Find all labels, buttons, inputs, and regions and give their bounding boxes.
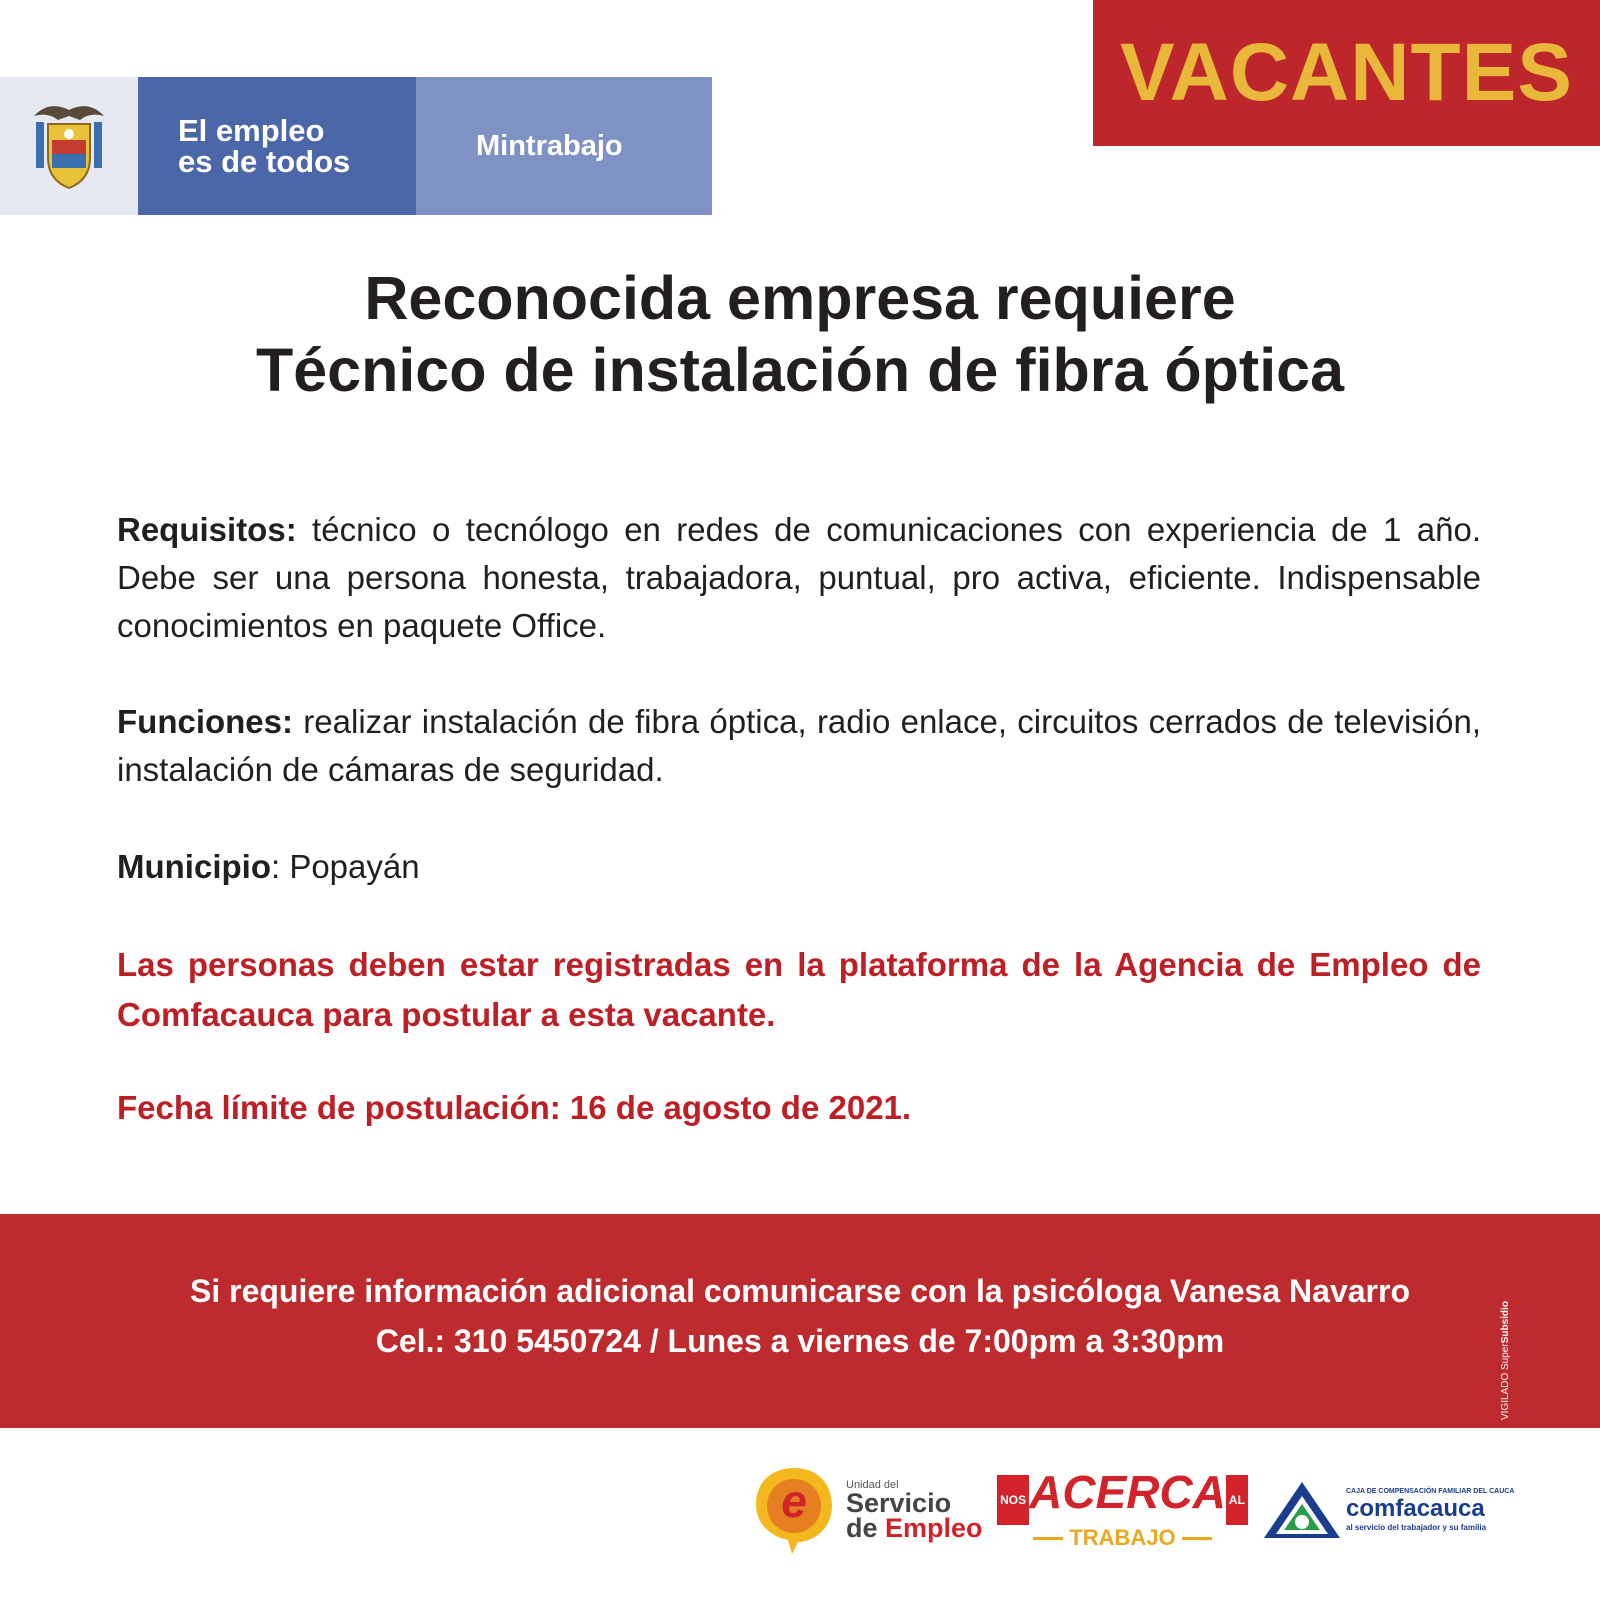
ministry-label: Mintrabajo [476,129,623,162]
contact-line-2: Cel.: 310 5450724 / Lunes a viernes de 7:00pm a 3:30pm [375,1323,1225,1359]
servicio-line-2 [846,1513,983,1543]
servicio-de: de [846,1513,886,1543]
acerca-al: AL [1226,1475,1248,1525]
contact-line-1: Si requiere información adicional comunicarse con la psicóloga Vanesa Navarro [190,1273,1410,1309]
requisitos-label: Requisitos: [117,511,297,548]
headline-line-1: Reconocida empresa requiere [364,264,1236,332]
servicio-empleo-word: Empleo [885,1513,983,1543]
headline [0,262,1600,406]
acerca-line-right [1182,1537,1212,1540]
servicio-small-label: Unidad del [846,1479,899,1491]
servicio-empleo-wordmark [846,1479,983,1541]
servicio-empleo-icon [752,1464,836,1556]
vigilado-brand: Subsidio [1500,1301,1511,1344]
comfacauca-wordmark [1346,1488,1514,1532]
funciones-paragraph [117,698,1481,794]
comfacauca-tagline: al servicio del trabajador y su familia [1346,1523,1487,1532]
funciones-text: realizar instalación de fibra óptica, radio enlace, circuitos cerrados de televisión, instalación de cámaras de seguridad. [117,703,1481,788]
contact-info [0,1266,1600,1366]
municipio-paragraph [117,843,1481,891]
vigilado-supersubsidio-mark [1500,1301,1511,1420]
servicio-empleo-logo [752,1455,1002,1565]
servicio-line-1: Servicio [846,1488,952,1518]
municipio-label: Municipio [117,848,271,885]
vigilado-prefix: VIGILADO [1500,1369,1511,1420]
acerca-nos: NOS [997,1475,1029,1525]
ministry-block [416,77,712,215]
comfacauca-triangle-icon [1262,1480,1342,1540]
requisitos-text: técnico o tecnólogo en redes de comunicaciones con experiencia de 1 año. Debe ser una persona honesta, trabajadora, puntual, pro activa, eficiente. Indispensable conocimientos en paquete Office. [117,511,1481,644]
headline-line-2: Técnico de instalación de fibra óptica [255,336,1345,404]
coat-of-arms-icon [24,96,114,196]
slogan-line-2: es de todos [178,144,351,179]
vacantes-badge [1093,0,1600,146]
comfacauca-logo [1262,1455,1527,1565]
requisitos-paragraph [117,506,1481,650]
acerca-trabajo-logo [1000,1455,1245,1565]
acerca-line-left [1033,1537,1063,1540]
registration-notice: Las personas deben estar registradas en la plataforma de la Agencia de Empleo de Comfacauca para postular a esta vacante. [117,946,1481,1033]
acerca-trabajo: TRABAJO [1069,1525,1176,1550]
coat-of-arms [0,77,138,215]
acerca-wordmark [997,1466,1248,1525]
comfacauca-name: comfacauca [1346,1495,1485,1522]
servicio-empleo-letter: e [781,1475,807,1527]
slogan-line-1: El empleo [178,113,325,148]
vacantes-label: VACANTES [1120,27,1573,118]
vigilado-super: Super [1500,1343,1511,1370]
acerca-trabajo-row [1033,1525,1211,1551]
acerca-main: ACERCA [1029,1466,1226,1518]
municipio-text: : Popayán [270,848,420,885]
government-header [0,77,712,215]
comfacauca-caja: CAJA DE COMPENSACIÓN FAMILIAR DEL CAUCA [1346,1488,1515,1495]
deadline-notice: Fecha límite de postulación: 16 de agosto de 2021. [117,1089,912,1126]
funciones-label: Funciones: [117,703,294,740]
slogan-block [138,77,416,215]
